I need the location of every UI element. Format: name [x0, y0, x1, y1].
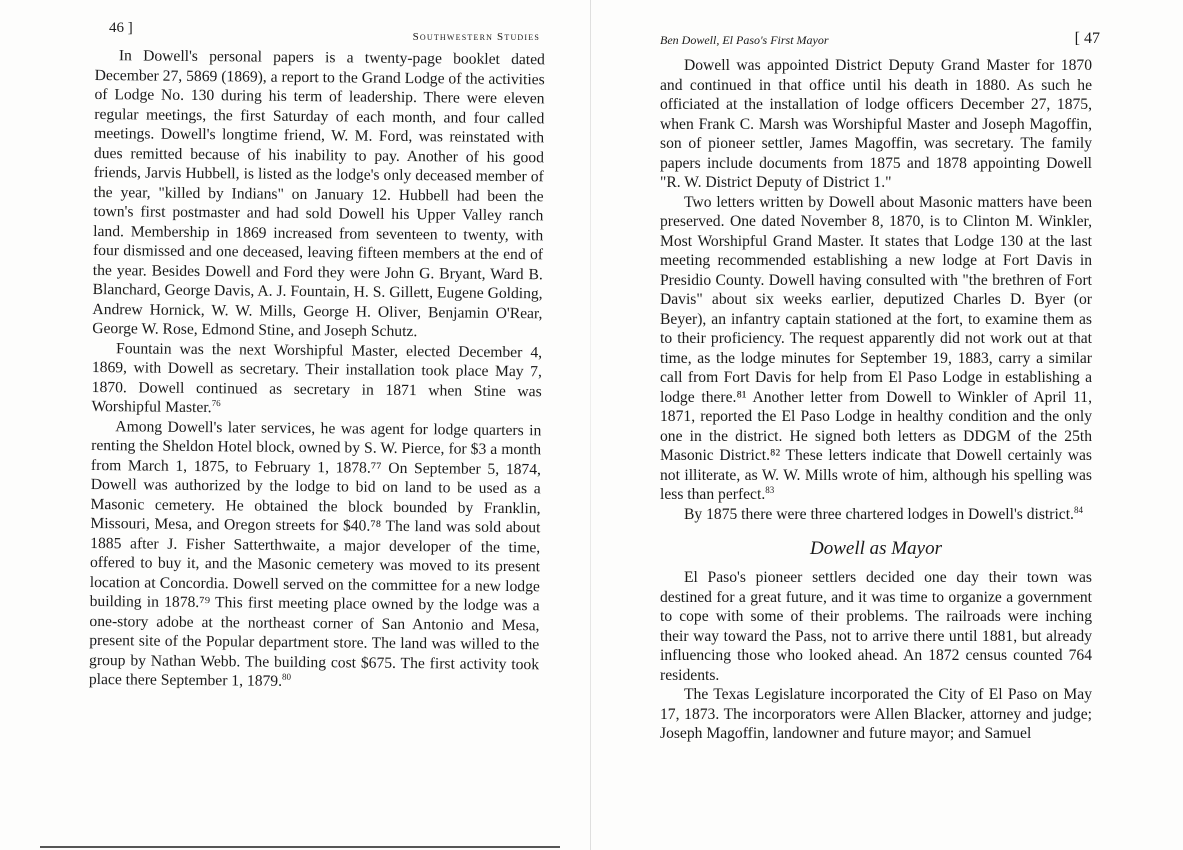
- right-paragraph: Dowell was appointed District Deputy Grand Master for 1870 and continued in that office until his death in 1880. As such he officiated at the installation of lodge officers December 27, 1875, when Frank C. Marsh was Worshipful Master and Joseph Magoffin, son of pioneer settler, James Magoffin, was secretary. The family papers include documents from 1875 and 1878 appointing Dowell "R. W. District Deputy of District 1.": [660, 57, 1092, 191]
- footnote-ref: 80: [282, 671, 292, 682]
- right-page-number: [ 47: [1074, 30, 1100, 47]
- page-gutter: [590, 0, 591, 850]
- left-page-number: 46 ]: [109, 20, 133, 36]
- section-heading: Dowell as Mayor: [810, 538, 942, 559]
- right-page: [660, 0, 1100, 850]
- footnote-ref: 76: [211, 397, 221, 409]
- left-paragraph: In Dowell's personal papers is a twenty-page booklet dated December 27, 5869 (1869), a report to the Grand Lodge of the activities of Lodge No. 130 during his term of leadership. There were eleven regular meetings, the first Saturday of each month, and four called meetings. Dowell's longtime friend, W. M. Ford, was reinstated with dues remitted because of his inability to pay. Another of his good friends, Jarvis Hubbell, is listed as the lodge's only deceased member of the year, "killed by Indians" on January 12. Hubbell had been the town's first postmaster and had sold Dowell his Upper Valley ranch land. Membership in 1869 increased from seventeen to twenty, with four dismissed and one deceased, leaving fifteen members at the end of the year. Besides Dowell and Ford they were John G. Bryant, Ward B. Blanchard, George Davis, A. J. Fountain, H. S. Gillett, Eugene Golding, Andrew Hornick, W. W. Mills, George H. Oliver, Benjamin O'Rear, George W. Rose, Edmond Stine, and Joseph Schutz.: [92, 47, 545, 341]
- left-page: [88, 0, 545, 850]
- right-paragraph: The Texas Legislature incorporated the City of El Paso on May 17, 1873. The incorporators were Allen Blacker, attorney and judge; Joseph Magoffin, landowner and future mayor; and Samuel: [660, 686, 1092, 742]
- left-body-text: [89, 46, 545, 694]
- right-running-head: [660, 20, 1100, 48]
- left-paragraph: Among Dowell's later services, he was agent for lodge quarters in renting the Sheldon Hotel block, owned by S. W. Pierce, for $3 a month from March 1, 1875, to February 1, 1878.⁷⁷ On September 5, 1874, Dowell was authorized by the lodge to bid on land to be used as a Masonic cemetery. He obtained the block bounded by Franklin, Missouri, Mesa, and Oregon streets for $40.⁷⁸ The land was sold about 1885 after J. Fisher Satterthwaite, a major developer of the time, offered to buy it, and the Masonic cemetery was moved to its present location at Concordia. Dowell served on the committee for a new lodge building in 1878.⁷⁹ This first meeting place owned by the lodge was a one-story adobe at the northeast corner of San Antonio and Mesa, present site of the Popular department store. The land was willed to the group by Nathan Webb. The building cost $675. The first activity took place there September 1, 1879.80: [88, 417, 542, 690]
- right-running-title: Ben Dowell, El Paso's First Mayor: [660, 33, 829, 47]
- right-paragraph: Two letters written by Dowell about Masonic matters have been preserved. One dated November 8, 1870, is to Clinton M. Winkler, Most Worshipful Grand Master. It states that Lodge 130 at the last meeting recommended establishing a new lodge at Fort Davis in Presidio County. Dowell having consulted with "the brethren of Fort Davis" about six weeks earlier, deputized Charles D. Byer (or Beyer), an infantry captain stationed at the fort, to examine them as to their proficiency. The request apparently did not work out at that time, as the lodge minutes for September 19, 1883, carry a similar call from Fort Davis for help from El Paso Lodge in establishing a lodge there.⁸¹ Another letter from Dowell to Winkler of April 11, 1871, reported the El Paso Lodge in healthy condition and the only one in the district. He signed both letters as DDGM of the 25th Masonic District.⁸² These letters indicate that Dowell certainly was not illiterate, as W. W. Mills wrote of him, although his spelling was less than perfect.$^{83}$: [660, 193, 1092, 503]
- footnote-ref: 83: [765, 484, 775, 495]
- left-paragraph: Fountain was the next Worshipful Master, elected December 4, 1869, with Dowell as secretary. Their installation took place May 7, 1870. Dowell continued as secretary in 1871 when Stine was Worshipful Master.$^{76}$: [91, 339, 543, 417]
- right-body-text: [660, 56, 1092, 744]
- left-running-head: [95, 20, 545, 48]
- footnote-ref: 84: [1073, 504, 1083, 515]
- left-running-title: Southwestern Studies: [412, 31, 540, 43]
- right-paragraph: El Paso's pioneer settlers decided one day their town was destined for a great future, and it was time to organize a government to cope with some of their problems. The railroads were inching their way toward the Pass, not to arrive there until 1881, but already influencing those who looked ahead. An 1872 census counted 764 residents.: [660, 569, 1092, 684]
- right-paragraph: By 1875 there were three chartered lodges in Dowell's district.$^{84}$: [684, 504, 1083, 523]
